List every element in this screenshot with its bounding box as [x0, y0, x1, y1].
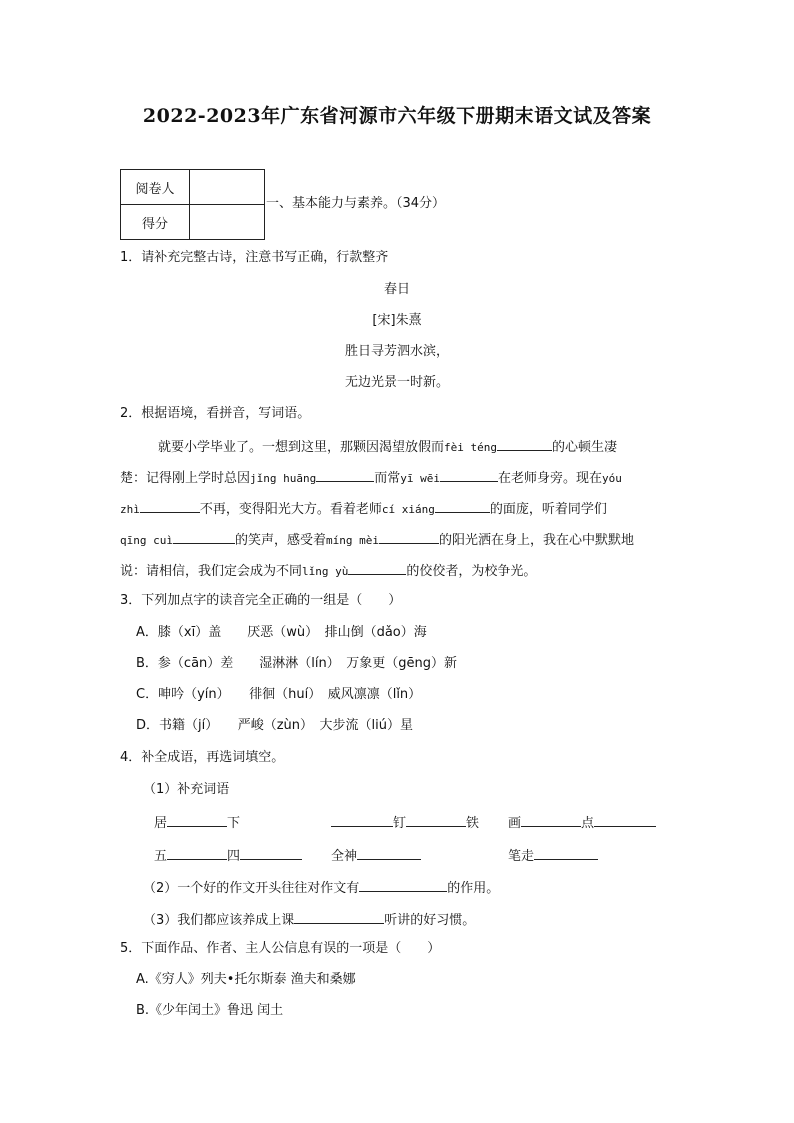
pinyin: fèi téng	[444, 441, 497, 454]
q2-text: 在老师身旁。现在	[498, 471, 603, 486]
section-heading-prefix: 一	[266, 196, 280, 211]
answer-blank[interactable]	[173, 531, 235, 544]
q2-line-2	[120, 469, 622, 485]
q2-line-3	[120, 500, 607, 516]
pinyin: lǐng yù	[302, 565, 349, 578]
q4-sub-1: （1）补充词语	[143, 782, 230, 797]
q3-stem: 3．下列加点字的读音完全正确的一组是（ ）	[120, 593, 402, 608]
q4-text: 听讲的好习惯。	[384, 913, 476, 928]
q4-sub-2	[143, 879, 499, 895]
answer-blank[interactable]	[167, 847, 227, 860]
idiom-char: 居	[154, 816, 168, 831]
answer-blank[interactable]	[440, 469, 498, 482]
answer-blank[interactable]	[140, 500, 200, 513]
score-label: 得分	[121, 205, 190, 240]
idiom-char: 钉	[393, 816, 407, 831]
answer-blank[interactable]	[359, 879, 447, 892]
poem-author: [宋]朱熹	[372, 313, 422, 328]
poem-line-2: 无边光景一时新。	[344, 375, 449, 390]
pinyin: míng mèi	[326, 534, 379, 547]
q4-text: （2）一个好的作文开头往往对作文有	[143, 881, 360, 896]
q2-text: 而常	[374, 471, 401, 486]
q1-stem: 1．请补充完整古诗，注意书写正确，行款整齐	[120, 250, 389, 265]
idiom-char: 点	[581, 816, 595, 831]
q2-line-4	[120, 531, 634, 547]
q2-text: 的佼佼者，为校争光。	[406, 564, 537, 579]
pinyin: zhì	[120, 503, 140, 516]
answer-blank[interactable]	[521, 814, 581, 827]
answer-blank[interactable]	[406, 814, 466, 827]
q5-option-b: B.《少年闰土》鲁迅 闰土	[136, 1003, 284, 1018]
q4-text: （3）我们都应该养成上课	[143, 913, 295, 928]
answer-blank[interactable]	[534, 847, 598, 860]
answer-blank[interactable]	[594, 814, 656, 827]
q3-option-d: D．书籍（jí） 严峻（zùn） 大步流（liú）星	[136, 718, 413, 733]
q5-stem: 5．下面作品、作者、主人公信息有误的一项是（ ）	[120, 941, 441, 956]
idiom-item	[508, 814, 656, 830]
pinyin: jǐng huāng	[250, 472, 317, 485]
q2-text: 说：请相信，我们定会成为不同	[120, 564, 303, 579]
pinyin: qīng cuì	[120, 534, 173, 547]
q2-text: 不再，变得阳光大方。看着老师	[199, 502, 382, 517]
idiom-item	[154, 847, 302, 863]
score-blank-cell	[190, 205, 265, 240]
q5-option-a: A.《穷人》列夫•托尔斯泰 渔夫和桑娜	[136, 972, 356, 987]
answer-blank[interactable]	[435, 500, 490, 513]
q2-text: 的面庞，听着同学们	[489, 502, 607, 517]
answer-blank[interactable]	[294, 911, 384, 924]
score-row	[121, 205, 265, 240]
idiom-item	[331, 814, 479, 830]
q2-text: 楚：记得刚上学时总因	[120, 471, 251, 486]
pinyin: yóu	[602, 472, 622, 485]
idiom-item	[508, 847, 598, 863]
answer-blank[interactable]	[348, 562, 406, 575]
idiom-char: 画	[508, 816, 522, 831]
grader-table	[120, 169, 265, 240]
document-title: 2022-2023年广东省河源市六年级下册期末语文试及答案	[142, 105, 652, 127]
section-heading-text: 、基本能力与素养。（34分）	[279, 196, 446, 211]
grader-row	[121, 170, 265, 205]
q2-line-5	[120, 562, 536, 578]
answer-blank[interactable]	[357, 847, 421, 860]
poem-title: 春日	[383, 282, 410, 297]
q4-text: 的作用。	[447, 881, 500, 896]
q2-stem: 2．根据语境，看拼音，写词语。	[120, 406, 311, 421]
q3-option-c: C．呻吟（yín） 徘徊（huí） 威风凛凛（lǐn）	[136, 687, 422, 702]
idiom-char: 五	[154, 849, 168, 864]
idiom-char: 下	[227, 816, 241, 831]
idiom-char: 笔走	[508, 849, 535, 864]
q2-text: 的阳光洒在身上，我在心中默默地	[438, 533, 634, 548]
answer-blank[interactable]	[379, 531, 439, 544]
idiom-char: 全神	[331, 849, 358, 864]
answer-blank[interactable]	[240, 847, 302, 860]
q3-option-b: B．参（cān）差 湿淋淋（lín） 万象更（gēng）新	[136, 656, 457, 671]
idiom-item	[154, 814, 240, 830]
idiom-char: 铁	[466, 816, 480, 831]
grader-label: 阅卷人	[121, 170, 190, 205]
answer-blank[interactable]	[331, 814, 393, 827]
poem-line-1: 胜日寻芳泗水滨，	[344, 344, 449, 359]
section-heading	[266, 197, 445, 210]
idiom-char: 四	[227, 849, 241, 864]
q4-stem: 4．补全成语，再选词填空。	[120, 750, 285, 765]
answer-blank[interactable]	[167, 814, 227, 827]
pinyin: cí xiáng	[381, 503, 435, 516]
q2-text: 就要小学毕业了。一想到这里，那颗因渴望放假而	[158, 440, 445, 455]
answer-blank[interactable]	[316, 469, 374, 482]
q2-text: 的笑声，感受着	[234, 533, 326, 548]
q2-text: 的心顿生凄	[552, 440, 618, 455]
pinyin: yī wēi	[400, 472, 441, 485]
q4-sub-3	[143, 911, 475, 927]
q3-option-a: A．膝（xī）盖 厌恶（wù） 排山倒（dǎo）海	[136, 625, 427, 640]
grader-blank-cell	[190, 170, 265, 205]
answer-blank[interactable]	[497, 438, 552, 451]
q2-line-1	[158, 438, 617, 454]
idiom-item	[331, 847, 421, 863]
